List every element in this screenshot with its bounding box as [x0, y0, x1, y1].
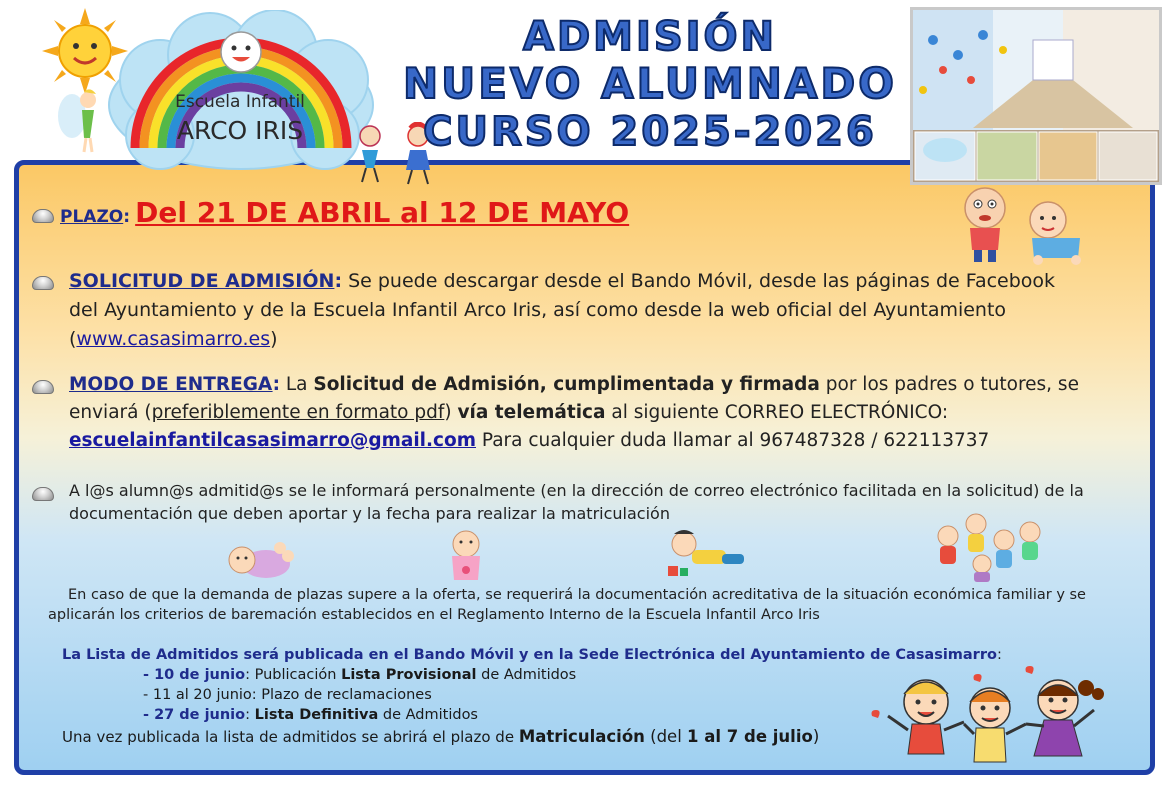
title-line3: CURSO 2025-2026 — [423, 109, 877, 155]
modo-label: MODO DE ENTREGA — [69, 374, 273, 395]
bullet-modo — [32, 380, 54, 394]
modo-sep: : — [272, 374, 280, 395]
modo-paragraph — [69, 371, 1149, 455]
solicitud-label: SOLICITUD DE ADMISIÓN — [69, 270, 335, 292]
matric-dates: 1 al 7 de julio — [687, 727, 813, 746]
solicitud-text: Se puede descargar desde el Bando Móvil, desde las páginas de Facebook del Ayuntamiento y de la Escuela Infantil Arco Iris, así como desde la web oficial del Ayuntamiento ( — [69, 270, 1056, 350]
solicitud-sep: : — [334, 270, 343, 292]
plazo-label: PLAZO — [60, 207, 124, 227]
item1-dash: - — [143, 667, 155, 683]
boy-cartoon-icon — [960, 186, 1010, 266]
solicitud-text-end: ) — [270, 328, 278, 350]
lista-item-1 — [143, 665, 576, 685]
modo-b2: vía telemática — [457, 402, 606, 423]
title-line2: NUEVO ALUMNADO — [403, 59, 897, 108]
matric-pre: Una vez publicada la lista de admitidos se abrirá el plazo de — [62, 728, 519, 746]
item1-bold: Lista Provisional — [341, 667, 477, 683]
lista-item-2: - 11 al 20 junio: Plazo de reclamaciones — [143, 687, 432, 703]
email-link[interactable]: escuelainfantilcasasimarro@gmail.com — [69, 430, 476, 451]
baby-pink-icon — [446, 528, 486, 584]
item3-date: 27 de junio — [154, 707, 246, 723]
plazo-row — [60, 196, 629, 229]
child-blocks-icon — [664, 526, 750, 582]
item1-mid: : Publicación — [245, 667, 342, 683]
solicitud-paragraph — [69, 267, 1079, 354]
classroom-photo-drawing — [913, 10, 1159, 182]
children-playing-icon — [928, 512, 1050, 582]
modo-t2: por los padres o tutores, se enviará ( — [69, 374, 1079, 423]
modo-u1: preferiblemente en formato pdf — [151, 402, 445, 423]
lista-item-3 — [143, 705, 478, 725]
fairy-icon — [56, 86, 106, 156]
lista-intro-end: : — [996, 647, 1002, 663]
item3-mid: : — [245, 707, 255, 723]
three-kids-icon — [868, 666, 1112, 770]
modo-b1: Solicitud de Admisión, cumplimentada y firmada — [313, 374, 820, 395]
matric-mid: (del — [644, 727, 688, 746]
web-link[interactable]: www.casasimarro.es — [76, 328, 271, 350]
logo-line1: Escuela Infantil — [175, 92, 305, 112]
item1-date: 10 de junio — [154, 667, 246, 683]
matriculacion-line — [62, 727, 819, 747]
item3-end: de Admitidos — [378, 707, 478, 723]
baby-crawling-icon — [1018, 196, 1088, 266]
modo-t1: La — [279, 374, 314, 395]
item3-dash: - — [143, 707, 155, 723]
plazo-sep: : — [123, 207, 131, 227]
lista-intro-text: La Lista de Admitidos será publicada en el Bando Móvil y en la Sede Electrónica del Ayuntamiento de Casasimarro — [62, 647, 997, 663]
modo-t3: ) — [444, 402, 458, 423]
informacion-paragraph: A l@s alumn@s admitid@s se le informará personalmente (en la dirección de correo electrónico facilitada en la solicitud) de la documentación que deben aportar y la fecha para realizar la matriculación — [69, 481, 1084, 523]
title-line1: ADMISIÓN — [522, 14, 778, 60]
logo-line2: ARCO IRIS — [176, 116, 304, 145]
modo-t5: Para cualquier duda llamar al 967487328 / 622113737 — [476, 430, 990, 451]
demanda-paragraph: En caso de que la demanda de plazas supere a la oferta, se requerirá la documentación acreditativa de la situación económica familiar y se aplicarán los criterios de baremación establecidos en el Reglamento Interno de la Escuela Infantil Arco Iris — [48, 587, 1086, 623]
poster-title — [400, 14, 900, 156]
lista-intro — [62, 645, 1122, 665]
item1-end: de Admitidos — [476, 667, 577, 683]
bullet-solicitud — [32, 276, 54, 290]
plazo-dates: Del 21 DE ABRIL al 12 DE MAYO — [135, 196, 630, 229]
classroom-photo — [910, 7, 1162, 185]
matric-bold: Matriculación — [518, 727, 645, 746]
bullet-informacion — [32, 487, 54, 501]
modo-t4: al siguiente CORREO ELECTRÓNICO: — [605, 402, 949, 423]
item3-bold: Lista Definitiva — [254, 707, 379, 723]
baby-lying-icon — [226, 534, 296, 584]
bullet-plazo — [32, 209, 54, 223]
matric-end: ) — [812, 727, 820, 746]
